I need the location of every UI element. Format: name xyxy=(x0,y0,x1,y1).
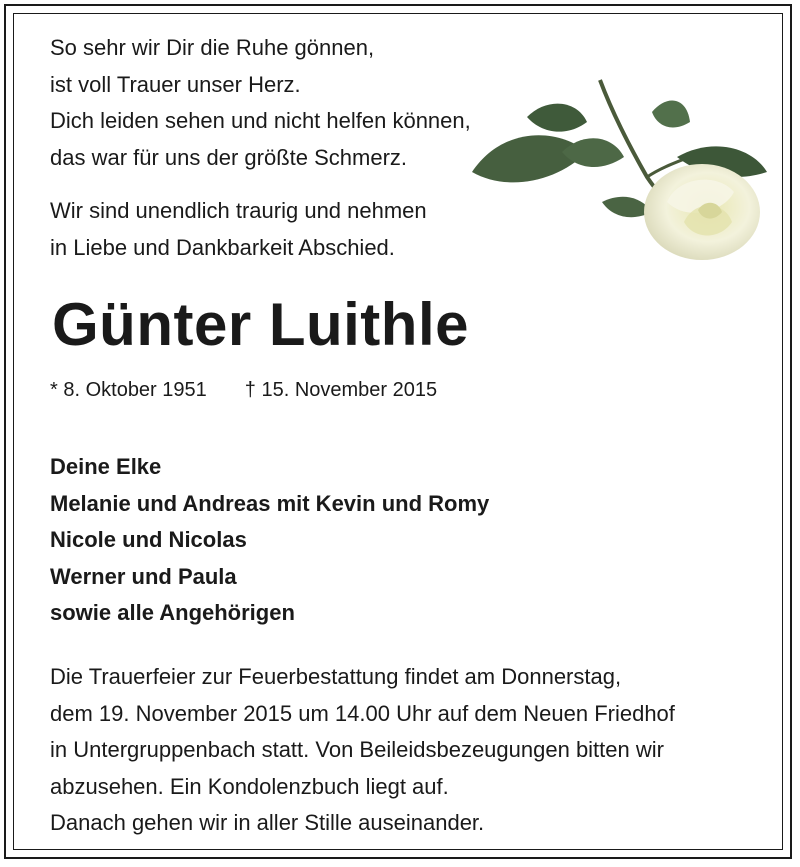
poem-line: Dich leiden sehen und nicht helfen können, xyxy=(50,108,471,133)
mourner: Nicole und Nicolas xyxy=(50,527,247,552)
notice-line: abzusehen. Ein Kondolenzbuch liegt auf. xyxy=(50,773,449,799)
mourners-list xyxy=(50,449,489,632)
notice-line: Danach gehen wir in aller Stille auseinander. xyxy=(50,810,485,835)
mourner: Werner und Paula xyxy=(50,563,237,589)
mourner: Deine Elke xyxy=(50,454,162,479)
notice-line: dem 19. November 2015 um 14.00 Uhr auf dem Neuen Friedhof xyxy=(50,700,675,726)
mourner: Melanie und Andreas mit Kevin und Romy xyxy=(50,490,490,516)
white-rose-icon xyxy=(462,72,782,282)
funeral-notice xyxy=(50,659,675,842)
farewell-text xyxy=(50,193,427,266)
deceased-name: Günter Luithle xyxy=(52,291,469,358)
birth-date: * 8. Oktober 1951 xyxy=(50,379,207,401)
mourner: sowie alle Angehörigen xyxy=(50,600,295,625)
poem-line: das war für uns der größte Schmerz. xyxy=(50,144,408,170)
farewell-line: in Liebe und Dankbarkeit Abschied. xyxy=(50,234,395,260)
notice-line: Die Trauerfeier zur Feuerbestattung findet am Donnerstag, xyxy=(50,664,622,689)
poem-line: ist voll Trauer unser Herz. xyxy=(50,71,301,97)
life-dates xyxy=(50,375,437,405)
poem-line: So sehr wir Dir die Ruhe gönnen, xyxy=(50,35,375,60)
notice-line: in Untergruppenbach statt. Von Beileidsbezeugungen bitten wir xyxy=(50,737,664,762)
death-date: † 15. November 2015 xyxy=(244,379,438,401)
farewell-line: Wir sind unendlich traurig und nehmen xyxy=(50,198,427,223)
poem xyxy=(50,30,471,176)
